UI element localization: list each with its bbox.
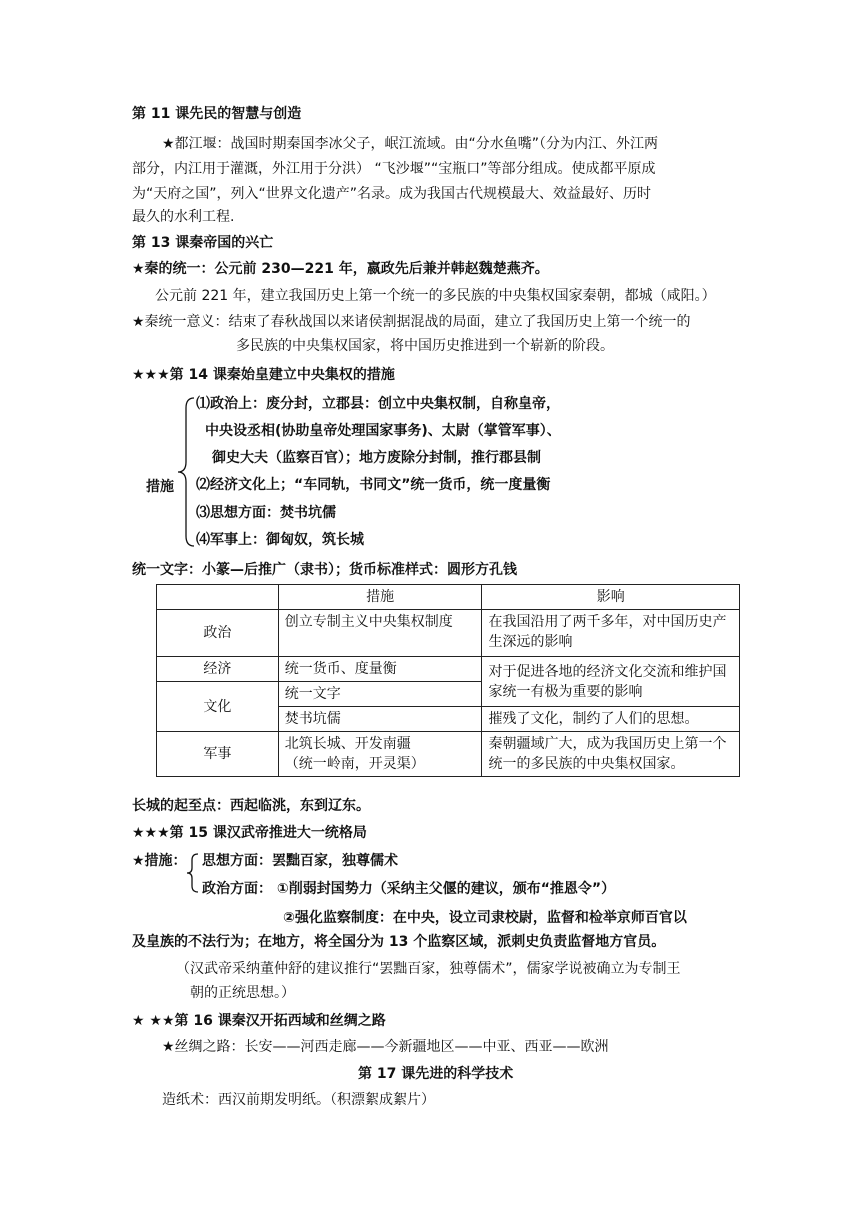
cell-economy-culture-effect: 对于促进各地的经济文化交流和维护国家统一有极为重要的影响 bbox=[482, 657, 740, 707]
table-header-effect: 影响 bbox=[482, 585, 740, 610]
military-measure-line-1: 北筑长城、开发南疆 bbox=[284, 736, 411, 752]
dujiangyan-line-2: 部分，内江用于灌溉，外江用于分洪） “飞沙堰”“宝瓶口”等部分组成。使成都平原成 bbox=[132, 161, 656, 177]
cell-politics-measure: 创立专制主义中央集权制度 bbox=[278, 610, 482, 657]
cell-culture-measure-1: 统一文字 bbox=[278, 682, 482, 707]
measure-politics-b: 中央设丞相(协助皇帝处理国家事务)、太尉（掌管军事）、 bbox=[205, 423, 561, 439]
han-supervision-line-2: 及皇族的不法行为；在地方，将全国分为 13 个监察区域，派刺史负责监督地方官员。 bbox=[132, 934, 666, 950]
dujiangyan-line-3: 为“天府之国”，列入“世界文化遗产”名录。成为我国古代规模最大、效益最好、历时 bbox=[132, 186, 652, 202]
measure-politics-a: ⑴政治上：废分封，立郡县：创立中央集权制，自称皇帝， bbox=[196, 396, 560, 412]
han-confucian-note-2: 朝的正统思想。） bbox=[190, 985, 295, 1001]
silk-road-route: ★丝绸之路：长安——河西走廊——今新疆地区——中亚、西亚——欧洲 bbox=[162, 1039, 609, 1055]
papermaking-line: 造纸术：西汉前期发明纸。（积漂絮成絮片） bbox=[162, 1092, 435, 1108]
cell-military-effect: 秦朝疆域广大，成为我国历史上第一个统一的多民族的中央集权国家。 bbox=[482, 732, 740, 777]
lesson-14-title: ★★★第 14 课秦始皇建立中央集权的措施 bbox=[132, 367, 395, 383]
han-politics-measure: 政治方面： ①削弱封国势力（采纳主父偃的建议，颁布“推恩令”） bbox=[202, 881, 616, 897]
row-label-economy: 经济 bbox=[157, 657, 279, 682]
measure-thought: ⑶思想方面：焚书坑儒 bbox=[196, 505, 336, 521]
lesson-16-title: ★ ★★第 16 课秦汉开拓西域和丝绸之路 bbox=[132, 1013, 386, 1029]
great-wall-endpoints: 长城的起至点：西起临洮，东到辽东。 bbox=[132, 798, 370, 814]
table-header-blank bbox=[157, 585, 279, 610]
cell-economy-measure: 统一货币、度量衡 bbox=[278, 657, 482, 682]
qin-unification: ★秦的统一：公元前 230—221 年，嬴政先后兼并韩赵魏楚燕齐。 bbox=[132, 261, 549, 277]
cell-culture-effect-2: 摧残了文化，制约了人们的思想。 bbox=[482, 707, 740, 732]
table-row bbox=[157, 732, 740, 777]
row-label-military bbox=[157, 732, 279, 777]
measure-military: ⑷军事上：御匈奴，筑长城 bbox=[196, 532, 364, 548]
qin-meaning-line-2: 多民族的中央集权国家，将中国历史推进到一个崭新的阶段。 bbox=[236, 338, 614, 354]
table-header-measure: 措施 bbox=[278, 585, 482, 610]
table-row bbox=[157, 657, 740, 682]
han-supervision-line-1: ②强化监察制度：在中央，设立司隶校尉，监督和检举京师百官以 bbox=[283, 910, 687, 926]
han-confucian-note-1: （汉武帝采纳董仲舒的建议推行“罢黜百家，独尊儒术”，儒家学说被确立为专制王 bbox=[176, 961, 681, 977]
lesson-11-title: 第 11 课先民的智慧与创造 bbox=[132, 106, 302, 122]
measure-economy-culture: ⑵经济文化上；“车同轨，书同文”统一货币，统一度量衡 bbox=[196, 477, 551, 493]
han-thought-measure: 思想方面：罢黜百家，独尊儒术 bbox=[202, 853, 398, 869]
row-label-politics: 政治 bbox=[157, 610, 279, 657]
unified-writing: 统一文字：小篆—后推广（隶书）；货币标准样式：圆形方孔钱 bbox=[132, 562, 517, 578]
qin-meaning-line-1: ★秦统一意义：结束了春秋战国以来诸侯割据混战的局面，建立了我国历史上第一个统一的 bbox=[132, 314, 691, 330]
qin-founding-year: 公元前 221 年，建立我国历史上第一个统一的多民族的中央集权国家秦朝，都城（咸阳。） bbox=[155, 288, 716, 304]
lesson-17-title: 第 17 课先进的科学技术 bbox=[358, 1066, 514, 1082]
row-label-culture: 文化 bbox=[157, 682, 279, 732]
cell-culture-measure-2: 焚书坑儒 bbox=[278, 707, 482, 732]
dujiangyan-line-1: ★都江堰：战国时期秦国李冰父子，岷江流域。由“分水鱼嘴”（分为内江、外江两 bbox=[162, 136, 659, 152]
cell-military-measure bbox=[278, 732, 482, 777]
measures-label: 措施 bbox=[146, 479, 174, 495]
lesson-15-title: ★★★第 15 课汉武帝推进大一统格局 bbox=[132, 825, 367, 841]
military-measure-line-2: （统一岭南，开灵渠） bbox=[284, 756, 425, 772]
han-measures-label: ★措施： bbox=[132, 853, 187, 869]
measures-brace bbox=[176, 396, 196, 548]
dujiangyan-line-4: 最久的水利工程. bbox=[132, 209, 235, 225]
lesson-13-title: 第 13 课秦帝国的兴亡 bbox=[132, 235, 274, 251]
table-header-row bbox=[157, 585, 740, 610]
table-row bbox=[157, 610, 740, 657]
military-label: 军事 bbox=[203, 746, 232, 762]
qin-measures-table bbox=[156, 584, 740, 777]
han-measures-brace bbox=[186, 852, 200, 894]
measure-politics-c: 御史大夫（监察百官）；地方废除分封制，推行郡县制 bbox=[212, 450, 541, 466]
cell-politics-effect: 在我国沿用了两千多年，对中国历史产生深远的影响 bbox=[482, 610, 740, 657]
